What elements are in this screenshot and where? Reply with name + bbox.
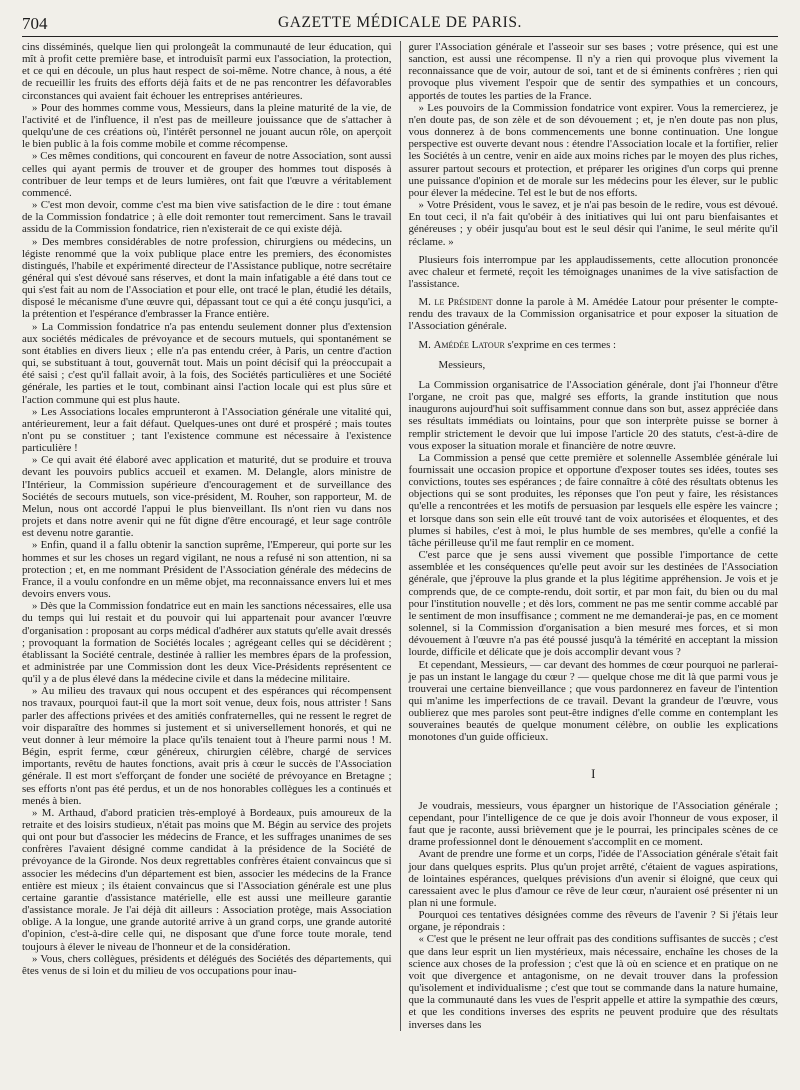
paragraph: La Commission a pensé que cette première et solennelle Assemblée générale lui fournissait une occasion propice et opportune d'exposer toutes ses idées, toutes ses convictions, toutes ses espérances ; de faire connaître à côté des résultats obtenus les objections qui se sont produites, les réponses que l'on peut y faire, les résistances qu'elle a rencontrées et les motifs de persuasion par lesquels elle espère les vaincre ; et lorsque dans son sein elle eût trouvé tant de voix autorisées et éloquentes, et des plumes si habiles, c'est à moi, le plus humble de ses membres, qu'elle a confié la tâche périlleuse qu'il me faut remplir en ce moment. [408, 451, 778, 549]
president-text: donne la parole à M. Amédée Latour pour présenter le compte-rendu des travaux de la Commission organisatrice et pour exposer la situation de l'Association générale. [408, 296, 778, 333]
paragraph: Avant de prendre une forme et un corps, l'idée de l'Association générale s'était fait jour dans quelques esprits. Plus qu'un projet arrêté, c'étaient de vagues aspirations, de lointaines espérances, quelques prévisions d'un avenir si éloigné, que ceux qui caressaient avec le plus d'amour ce rêve de leur cœur, n'auraient osé présenter ni un plan ni une formule. [408, 848, 778, 909]
paragraph: » Ce qui avait été élaboré avec application et maturité, dut se produire et trouva devant les pouvoirs publics accueil et examen. M. Delangle, alors ministre de l'Intérieur, la Commission supérieure d'encouragement et de surveillance des Sociétés de secours mutuels, son vice-président, M. Rouher, son rapporteur, M. de Melun, nous ont accordé l'appui le plus bienveillant. Ils n'ont rien vu dans nos projets et dans notre avenir qui ne fût digne d'être encouragé, et leur sage contrôle est devenu notre garantie. [22, 454, 392, 540]
paragraph: » Enfin, quand il a fallu obtenir la sanction suprême, l'Empereur, qui porte sur les hommes et sur les choses un regard vigilant, ne nous a refusé ni son attention, ni sa protection ; et, en me nommant Président de l'Association générale des médecins de France, il a voulu confondre en un même objet, ma reconnaissance envers lui et mes devoirs envers vous. [22, 539, 392, 601]
paragraph: gurer l'Association générale et l'asseoir sur ses bases ; votre présence, qui est une sanction, est aussi une récompense. Il n'y a rien qui provoque plus vivement la reconnaissance que de voir, autour de soi, tant et de si éminents confrères ; rien qui provoque plus vivement l'espoir que de sentir des sympathies et un concours, apportés de toutes les parties de la France. [408, 41, 778, 102]
column-divider [400, 41, 401, 1031]
paragraph: » Des membres considérables de notre profession, chirurgiens ou médecins, un légiste renommé que la voix publique place entre les premiers, des économistes distingués, l'habile et expérimenté directeur de l'Assistance publique, notre secrétaire général qui s'est dévoué sans réserves, et dont la main infatigable a été dans tout ce qui s'est fait au nom de l'Association et pour elle, ont tracé le plan, étudié les détails, disposé le mécanisme d'une œuvre qui, dépassant tout ce qui a été conçu jusqu'ici, a la prétention et l'espérance d'embrasser la France entière. [22, 235, 392, 321]
paragraph: » Au milieu des travaux qui nous occupent et des espérances qui récompensent nos travaux, pourquoi faut-il que la mort soit venue, deux fois, nous attrister ! Sans parler des affections privées et des amitiés confraternelles, qui ne ressent le regret de voir disparaître des hommes si justement et si universellement honorés, et qui ne veut donner à leur mémoire la place qu'ils tenaient tout à l'heure parmi nous ! M. Bégin, esprit ferme, cœur généreux, chirurgien célèbre, chargé de services importants, revêtu de hautes fonctions, avait pris à cœur le succès de l'Association générale. Il est mort s'efforçant de fonder une société de prévoyance en Bretagne ; ses efforts n'ont pas été perdus, et un de nos honorables collègues les a continués et menés à bien. [22, 685, 392, 807]
section-numeral: I [591, 765, 596, 781]
article-columns [22, 41, 778, 1031]
paragraph: » Pour des hommes comme vous, Messieurs, dans la pleine maturité de la vie, de l'activité et de l'influence, il n'est pas de meilleure jouissance que de s'attacher à quelqu'une de ces créations où, l'intérêt personnel ne jouant aucun rôle, on aperçoit le bien public à la fois comme mobile et comme récompense. [22, 101, 392, 151]
paragraph: C'est parce que je sens aussi vivement que possible l'importance de cette assemblée et les conséquences qu'elle peut avoir sur les destinées de l'Association générale, que j'éprouve la plus grande et la plus légitime appréhension. Je vois et je comprends que, de ce compte-rendu, doit sortir, et par mon fait, du bien ou du mal pour l'institution nouvelle ; et dès lors, comment ne pas me sentir comme accablé par le sentiment de mon insuffisance ; comment ne me demanderai-je pas, en ce moment solennel, si la Commission d'organisation a bien mesuré mes forces, et si mon dévouement à l'œuvre n'a pas été poussé jusqu'à la témérité en acceptant la mission lourde, difficile et délicate que je dois accomplir devant vous ? [408, 549, 778, 659]
paragraph: » Les Associations locales emprunteront à l'Association générale une vitalité qui, antérieurement, leur a fait défaut. Quelques-unes ont duré et prospéré ; mais toutes n'ont pu se constituer ; tant l'existence commune est nécessaire à l'existence particulière ! [22, 405, 392, 455]
page-number: 704 [22, 14, 48, 33]
paragraph: « C'est que le présent ne leur offrait pas des conditions suffisantes de succès ; c'est que dans leur esprit un lien mystérieux, mais nécessaire, enchaîne les choses de la science aux choses de la profession ; c'est que là où en science et en pratique on ne voit que divergence et antagonisme, on ne devait trouver dans la profession qu'isolement et individualisme ; c'est que tout se commande dans la nature humaine, que la communauté dans les vues de l'esprit appelle et attire la sympathie des cœurs, et que les conditions inverses des esprits ne peuvent produire que des résultats inverses dans les [408, 933, 778, 1031]
speaker-intro [408, 339, 778, 351]
speaker-name: Amédée Latour [433, 338, 505, 351]
paragraph: Je voudrais, messieurs, vous épargner un historique de l'Association générale ; cependant, pour l'intelligence de ce que je dois avoir l'honneur de vous exposer, il faut que je raconte, aussi brièvement que je le pourrai, les principales scènes de ce drame professionnel dont le dénouement s'accomplit en ce moment. [408, 799, 778, 849]
speaker-suffix: s'exprime en ces termes : [504, 338, 617, 351]
paragraph: » M. Arthaud, d'abord praticien très-employé à Bordeaux, puis amoureux de la retraite et des loisirs studieux, n'était pas moins que M. Bégin au service des projets qui ont pour but d'associer les médecins de France, et les suffrages unanimes de ses confrères l'avaient désigné comme candidat à la présidence de la Société de prévoyance de la Gironde. Nos deux regrettables confrères étaient convaincus que si associer les médecins d'un département est bien, associer les médecins de la France entière est mieux ; ils étaient convaincus que si l'Association générale est une plus certaine garantie d'assistance matérielle, elle est aussi une meilleure garantie d'assistance morale. Je l'ai déjà dit ailleurs : Association protège, mais Association oblige. A la longue, une grande autorité arrive à un grand corps, une grande autorité d'opinion, c'est-à-dire celle qui, ne disposant que d'une force toute morale, tend toujours à élever le niveau de l'honneur et de la considération. [22, 806, 392, 953]
paragraph: cins disséminés, quelque lien qui prolongeât la communauté de leur éducation, qui mît à profit cette première base, et introduisît parmi eux l'association, la protection, et ce qui en découle, un plus haut respect de soi-même. Notre chance, à nous, a été de recueillir les fruits des efforts déjà faits et de ne pas rencontrer les défavorables circonstances qui avaient fait échouer les entreprises antérieures. [22, 41, 392, 102]
paragraph: Et cependant, Messieurs, — car devant des hommes de cœur pourquoi ne parlerai-je pas un instant le langage du cœur ? — quelque chose me dit là que parmi vous je trouverai une certaine bienveillance ; que vous pardonnerez en faveur de l'intention qui m'anime les imperfections de ce travail. Devant la grandeur de l'œuvre, vous oublierez que mes paroles sont peut-être indignes d'elle comme en contemplant les souveraines beautés de quelque monument célèbre, on oublie les explications monotones d'un guide officieux. [408, 658, 778, 744]
paragraph: » Les pouvoirs de la Commission fondatrice vont expirer. Vous la remercierez, je n'en doute pas, de son zèle et de son dévouement ; et, je n'en doute pas non plus, vous donnerez à de bons commencements une bonne continuation. Une longue perspective est ouverte devant nous : étendre l'Association locale et la fortifier, relier les Sociétés à un centre, venir en aide aux moins riches par le moyen des plus riches, assurer partout secours et protection, et préparer les origines d'un corps qui prenne une puissance d'opinion et de morale sur les médecins pour les élever, sur le public pour élever la médecine. Tel est le but de nos efforts. [408, 101, 778, 199]
paragraph: » La Commission fondatrice n'a pas entendu seulement donner plus d'extension aux sociétés médicales de prévoyance et de secours mutuels, qui spontanément se sont établies en divers lieux ; elle n'a pas entendu créer, à Paris, un centre d'action qui, se substituant à tout, gouvernât tout. Mais un point décisif qui la préoccupait a été saisi ; c'est qu'il fallait avoir, à la fois, des Sociétés particulières et une Société générale, les parties et le tout, combinant ainsi l'action locale qui est plus sûre et l'action commune qui est plus haute. [22, 320, 392, 406]
left-column [22, 41, 392, 1031]
paragraph: » Vous, chers collègues, présidents et délégués des Sociétés des départements, qui êtes venus de si loin et du milieu de vos occupations pour inau- [22, 952, 392, 977]
paragraph: » Ces mêmes conditions, qui concourent en faveur de notre Association, sont aussi celles qui ayant permis de trouver et de grouper des hommes tout disposés à contribuer de leur temps et de leurs lumières, ont fait que l'œuvre a véritablement commencé. [22, 150, 392, 199]
president-paragraph [408, 296, 778, 332]
paragraph: La Commission organisatrice de l'Association générale, dont j'ai l'honneur d'être l'organe, ne croit pas que, malgré ses efforts, la grande institution que nous inaugurons aujourd'hui soit suffisamment connue dans son but, assez appréciée dans ses résultats immédiats ou lointains, pour que son interprète puisse se borner à remplir strictement le devoir que lui impose l'article 20 des statuts, c'est-à-dire de vous exposer la situation morale et financière de notre œuvre. [408, 378, 778, 452]
paragraph: » Dès que la Commission fondatrice eut en main les sanctions nécessaires, elle usa du temps qui lui restait et du pouvoir qui lui appartenait pour avancer l'œuvre d'organisation : proposant au corps médical d'adhérer aux statuts qu'elle avait dressés ; provoquant la formation de Sociétés locales ; agrégeant celles qui se décidèrent ; établissant la Société centrale, destinée à rallier les membres épars de la profession, et administrée par une Commission dont les deux Vice-Présidents représentent ce qu'il y a de plus élevé dans la médecine civile et dans la médecine militaire. [22, 600, 392, 686]
paragraph: Pourquoi ces tentatives désignées comme des rêveurs de l'avenir ? Si j'étais leur organe, je répondrais : [408, 909, 778, 934]
applause-paragraph: Plusieurs fois interrompue par les applaudissements, cette allocution prononcée avec chaleur et fermeté, reçoit les témoignages unanimes de la vive satisfaction de l'assistance. [408, 253, 778, 290]
paragraph: » C'est mon devoir, comme c'est ma bien vive satisfaction de le dire : tout émane de la Commission fondatrice ; à elle doit remonter tout remerciment. Sans le travail assidu de la Commission fondatrice, rien n'existerait de ce qui existe déjà. [22, 199, 392, 236]
page-header [22, 14, 778, 37]
salutation: Messieurs, [438, 358, 486, 371]
president-label: M. le Président [418, 296, 493, 309]
speaker-prefix: M. [418, 338, 434, 351]
paragraph: » Votre Président, vous le savez, et je n'ai pas besoin de le redire, vous est dévoué. En tout ceci, il n'a fait qu'obéir à des initiatives qui lui ont paru bienfaisantes et généreuses ; y obéir jusqu'au bout est le seul désir qui l'anime, le seul mérite qu'il réclame. » [408, 199, 778, 248]
journal-title: GAZETTE MÉDICALE DE PARIS. [277, 14, 523, 31]
right-column [408, 41, 778, 1031]
